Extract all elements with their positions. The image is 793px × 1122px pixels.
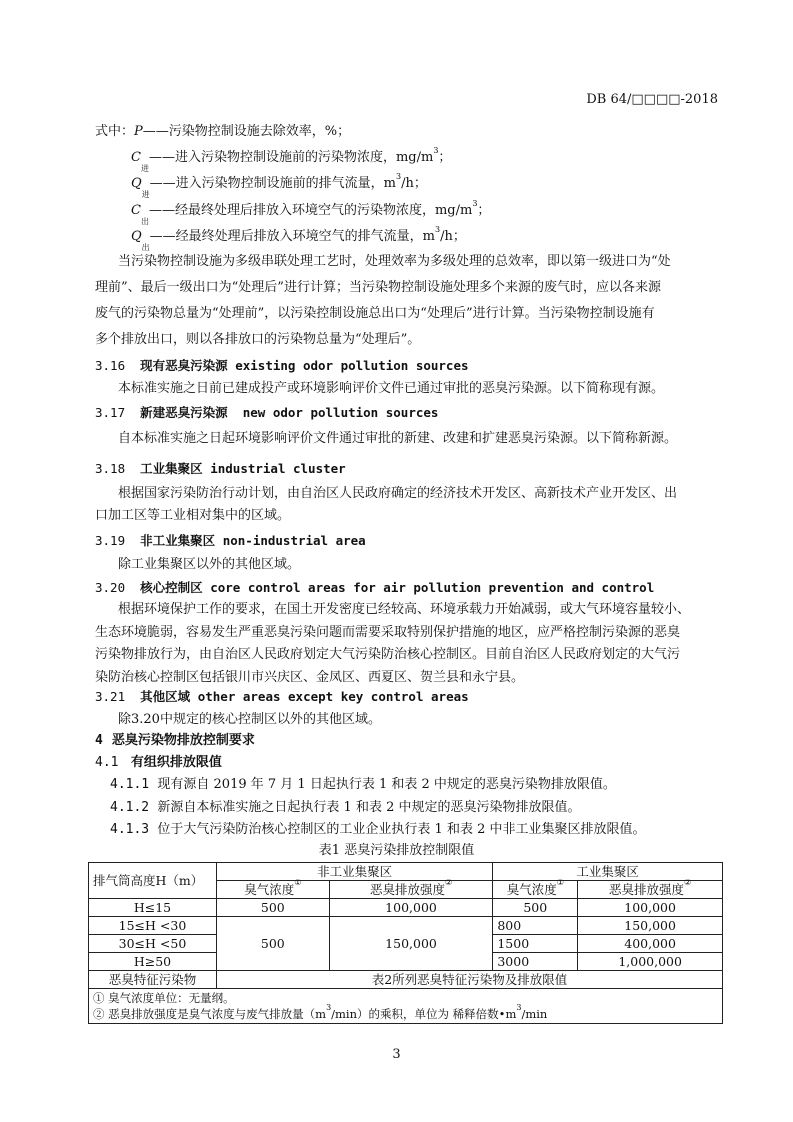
- paragraph-line: 多个排放出口，则以各排放口的污染物总量为“处理后”。: [95, 332, 421, 347]
- chapter-heading-4: 4 恶臭污染物排放控制要求: [95, 733, 255, 748]
- paragraph-line: 当污染物控制设施为多级串联处理工艺时，处理效率为多级处理的总效率，即以第一级进口为“处: [118, 254, 671, 269]
- cell-height: H≤15: [89, 899, 217, 917]
- section-heading-3-20: 3.20 核心控制区 core control areas for air pollution prevention and control: [95, 580, 655, 595]
- formula-var-q-in: $Q_进——$进入污染物控制设施前的排气流量，$m^3/h$；: [131, 172, 427, 199]
- cell-value: 500: [216, 899, 329, 917]
- section-heading-3-19: 3.19 非工业集聚区 non-industrial area: [95, 533, 366, 548]
- clause-4-1-1: 4.1.1 现有源自 2019 年 7 月 1 日起执行表 1 和表 2 中规定的恶臭污染物排放限值。: [110, 777, 616, 792]
- header-stack-height: 排气筒高度H（m）: [89, 863, 217, 899]
- table-note-2: ② 恶臭排放强度是臭气浓度与废气排放量$(m^3/\min)$的乘积，单位为 稀释倍数$•m^3/\min$: [93, 1003, 548, 1021]
- cell-value: 150,000: [578, 917, 723, 935]
- cell-value: 400,000: [578, 935, 723, 953]
- cell-value: 800: [493, 917, 578, 935]
- section-body-3-18: 根据国家污染防治行动计划，由自治区人民政府确定的经济技术开发区、高新技术产业开发区、出: [118, 486, 678, 501]
- section-heading-3-16: 3.16 现有恶臭污染源 existing odor pollution sources: [95, 358, 469, 373]
- formula-var-q-out: $Q_出——$经最终处理后排放入环境空气的排气流量，$m^3/h$；: [131, 225, 466, 252]
- table-notes: [89, 989, 723, 1024]
- section-body-3-20: 污染物排放行为，由自治区人民政府划定大气污染防治核心控制区。目前自治区人民政府划定的大气污: [95, 647, 681, 662]
- cell-char-label: 恶臭特征污染物: [89, 971, 217, 989]
- header-odor-rate: 恶臭排放强度②: [329, 881, 493, 899]
- formula-var-p: 式中：P——污染物控制设施去除效率，%；: [95, 124, 351, 139]
- paragraph-line: 理前”、最后一级出口为“处理后”进行计算；当污染物控制设施处理多个来源的废气时，应以各来源: [95, 280, 661, 295]
- table-row: [89, 899, 723, 917]
- clause-4-1-2: 4.1.2 新源自本标准实施之日起执行表 1 和表 2 中规定的恶臭污染物排放限值。: [110, 800, 581, 815]
- header-odor-conc: 臭气浓度①: [216, 881, 329, 899]
- cell-value: 1,000,000: [578, 953, 723, 971]
- header-odor-rate: 恶臭排放强度②: [578, 881, 723, 899]
- cell-value: 100,000: [329, 899, 493, 917]
- section-body-3-19: 除工业集聚区以外的其他区域。: [118, 557, 301, 572]
- table-row: [89, 917, 723, 935]
- table-header-row: [89, 863, 723, 881]
- section-heading-3-17: 3.17 新建恶臭污染源 new odor pollution sources: [95, 405, 439, 420]
- section-body-3-17: 自本标准实施之日起环境影响评价文件通过审批的新建、改建和扩建恶臭污染源。以下简称新源。: [118, 431, 678, 446]
- cell-value: 3000: [493, 953, 578, 971]
- cell-value: 1500: [493, 935, 578, 953]
- cell-height: H≥50: [89, 953, 217, 971]
- header-non-industrial: 非工业集聚区: [216, 863, 492, 881]
- section-body-3-20: 生态环境脆弱，容易发生严重恶臭污染问题而需要采取特别保护措施的地区，应严格控制污染源的恶臭: [95, 625, 681, 640]
- formula-var-c-in: $C_进——$进入污染物控制设施前的污染物浓度，$mg/m^3$；: [131, 146, 452, 173]
- cell-value-merged: 150,000: [329, 917, 493, 971]
- paragraph-line: 废气的污染物总量为“处理前”，以污染控制设施总出口为“处理后”进行计算。当污染物控制设施有: [95, 306, 655, 321]
- section-body-3-20: 根据环境保护工作的要求，在国土开发密度已经较高、环境承载力开始减弱，或大气环境容量较小、: [118, 602, 691, 617]
- table-note-1: ① 臭气浓度单位：无量纲。: [93, 991, 235, 1005]
- section-body-3-21: 除3.20中规定的核心控制区以外的其他区域。: [118, 712, 381, 727]
- emission-limits-table: [88, 862, 723, 1024]
- cell-value: 500: [493, 899, 578, 917]
- cell-value: 100,000: [578, 899, 723, 917]
- page-number: 3: [392, 1047, 401, 1062]
- cell-char-value: 表2所列恶臭特征污染物及排放限值: [216, 971, 722, 989]
- document-code: DB 64/□□□□-2018: [586, 92, 718, 107]
- table-row: [89, 971, 723, 989]
- section-body-3-20: 染防治核心控制区包括银川市兴庆区、金凤区、西夏区、贺兰县和永宁县。: [95, 670, 525, 685]
- section-heading-4-1: 4.1 有组织排放限值: [95, 755, 222, 770]
- clause-4-1-3: 4.1.3 位于大气污染防治核心控制区的工业企业执行表 1 和表 2 中非工业集聚区排放限值。: [110, 822, 646, 837]
- cell-height: 30≤H <50: [89, 935, 217, 953]
- cell-height: 15≤H <30: [89, 917, 217, 935]
- section-body-3-18: 口加工区等工业相对集中的区域。: [95, 508, 291, 523]
- section-body-3-16: 本标准实施之日前已建成投产或环境影响评价文件已通过审批的恶臭污染源。以下简称现有源。: [118, 381, 665, 396]
- header-industrial: 工业集聚区: [493, 863, 723, 881]
- header-odor-conc: 臭气浓度①: [493, 881, 578, 899]
- table-caption: 表1 恶臭污染排放控制限值: [318, 843, 475, 858]
- section-heading-3-21: 3.21 其他区域 other areas except key control areas: [95, 689, 469, 704]
- table-note-row: [89, 989, 723, 1024]
- cell-value-merged: 500: [216, 917, 329, 971]
- section-heading-3-18: 3.18 工业集聚区 industrial cluster: [95, 461, 346, 476]
- formula-var-c-out: $C_出——$经最终处理后排放入环境空气的污染物浓度，$mg/m^3$；: [131, 199, 491, 226]
